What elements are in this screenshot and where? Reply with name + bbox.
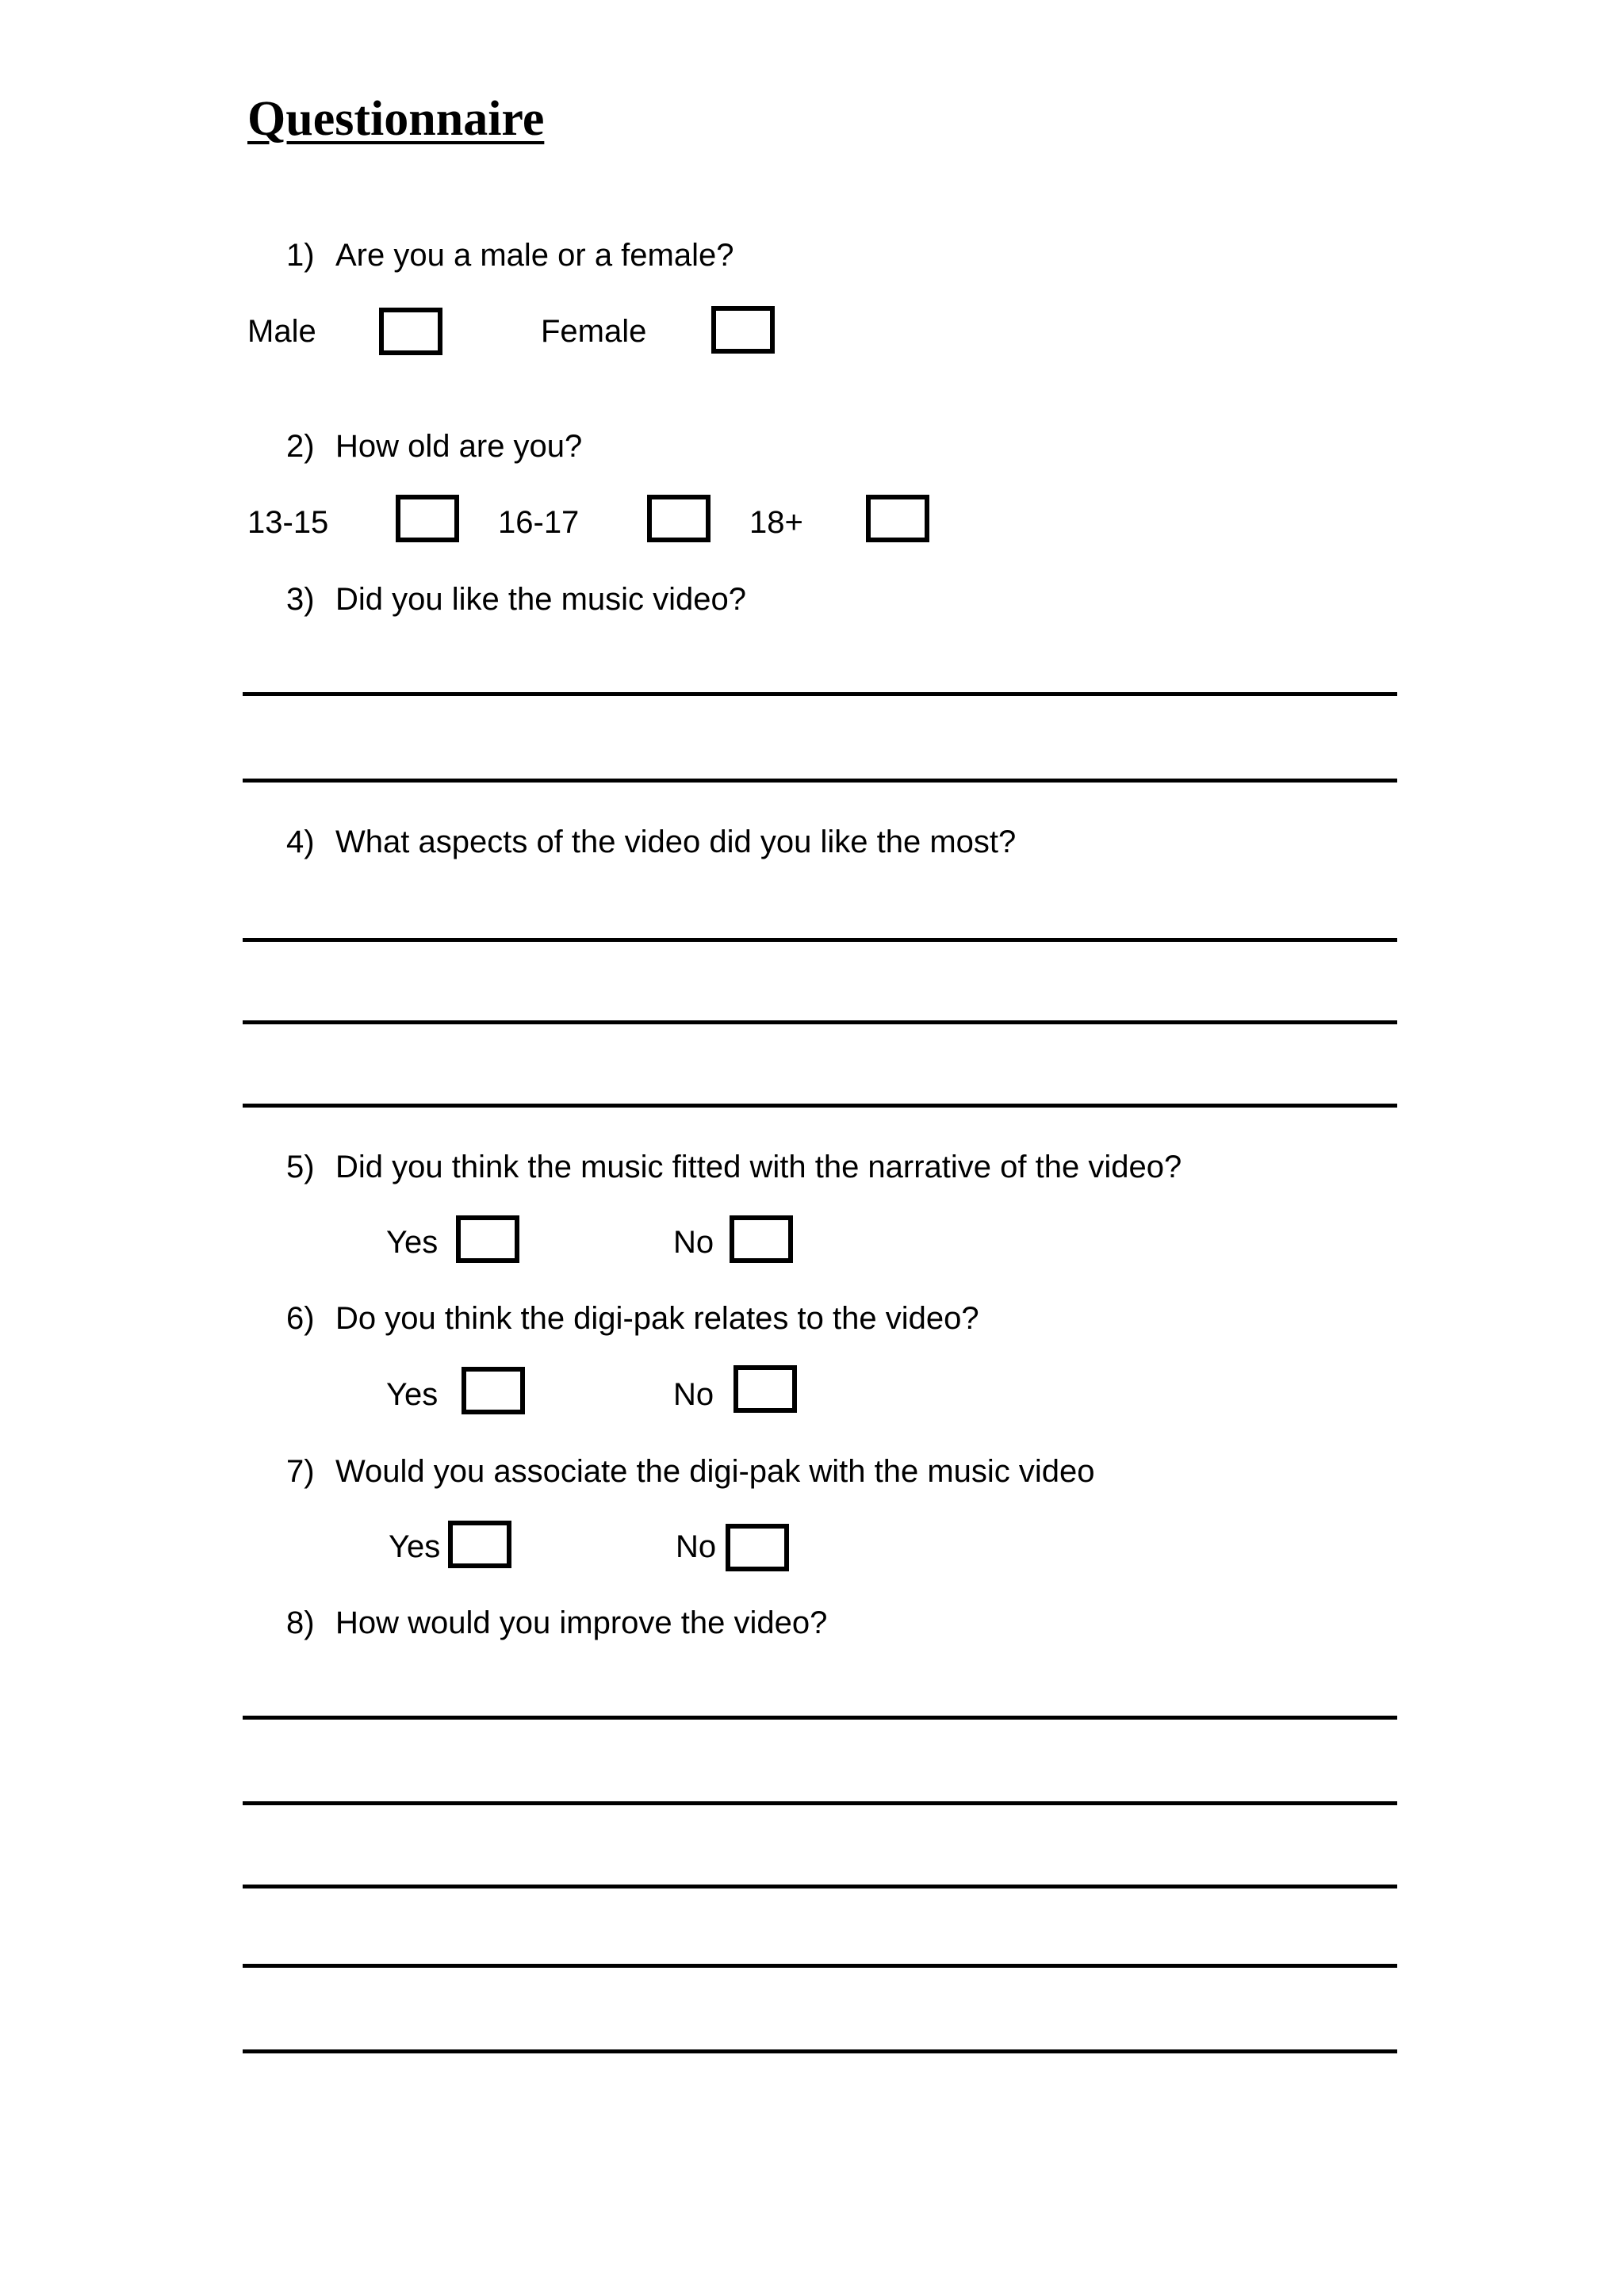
q6-no-checkbox[interactable] (733, 1365, 797, 1413)
question-1 (286, 239, 733, 271)
answer-line[interactable] (243, 938, 1397, 942)
question-7 (286, 1456, 1095, 1487)
q5-yes-checkbox[interactable] (456, 1215, 519, 1263)
age-13-15-checkbox[interactable] (396, 495, 459, 542)
question-8-text: How would you improve the video? (335, 1605, 828, 1640)
option-yes-label: Yes (389, 1529, 441, 1564)
question-4-number: 4) (286, 825, 315, 859)
question-8 (286, 1607, 827, 1639)
option-13-15-label: 13-15 (247, 505, 329, 540)
age-16-17-checkbox[interactable] (647, 495, 710, 542)
answer-line[interactable] (243, 1964, 1397, 1968)
q7-yes-checkbox[interactable] (448, 1521, 511, 1568)
question-6-number: 6) (286, 1301, 315, 1336)
answer-line[interactable] (243, 1885, 1397, 1888)
question-4-text: What aspects of the video did you like the most? (335, 825, 1017, 859)
question-2 (286, 430, 582, 462)
question-2-text: How old are you? (335, 429, 583, 464)
question-6-text: Do you think the digi-pak relates to the video? (335, 1301, 979, 1336)
question-5-number: 5) (286, 1150, 315, 1184)
q5-no-checkbox[interactable] (730, 1215, 793, 1263)
answer-line[interactable] (243, 1104, 1397, 1108)
option-16-17-label: 16-17 (498, 505, 580, 540)
option-yes-label: Yes (386, 1225, 439, 1260)
question-7-number: 7) (286, 1454, 315, 1489)
option-female-label: Female (541, 314, 647, 349)
q7-no-checkbox[interactable] (726, 1524, 789, 1571)
male-checkbox[interactable] (379, 308, 442, 355)
answer-line[interactable] (243, 1801, 1397, 1805)
answer-line[interactable] (243, 1020, 1397, 1024)
age-18-plus-checkbox[interactable] (866, 495, 929, 542)
question-2-number: 2) (286, 429, 315, 464)
option-18-plus-label: 18+ (749, 505, 803, 540)
answer-line[interactable] (243, 1716, 1397, 1720)
question-4 (286, 826, 1016, 858)
answer-line[interactable] (243, 692, 1397, 696)
answer-line[interactable] (243, 2049, 1397, 2053)
question-3-text: Did you like the music video? (335, 582, 747, 617)
female-checkbox[interactable] (711, 306, 775, 354)
q6-yes-checkbox[interactable] (462, 1367, 525, 1414)
option-yes-label: Yes (386, 1377, 439, 1412)
question-3-number: 3) (286, 582, 315, 617)
question-5-text: Did you think the music fitted with the narrative of the video? (335, 1150, 1182, 1184)
question-3 (286, 584, 746, 615)
question-1-text: Are you a male or a female? (335, 238, 734, 273)
question-6 (286, 1303, 979, 1334)
question-1-number: 1) (286, 238, 315, 273)
answer-line[interactable] (243, 779, 1397, 783)
question-7-text: Would you associate the digi-pak with the music video (335, 1454, 1095, 1489)
page-title: Questionnaire (247, 92, 545, 146)
option-no-label: No (673, 1377, 714, 1412)
option-male-label: Male (247, 314, 316, 349)
option-no-label: No (676, 1529, 717, 1564)
option-no-label: No (673, 1225, 714, 1260)
question-5 (286, 1151, 1182, 1183)
question-8-number: 8) (286, 1605, 315, 1640)
